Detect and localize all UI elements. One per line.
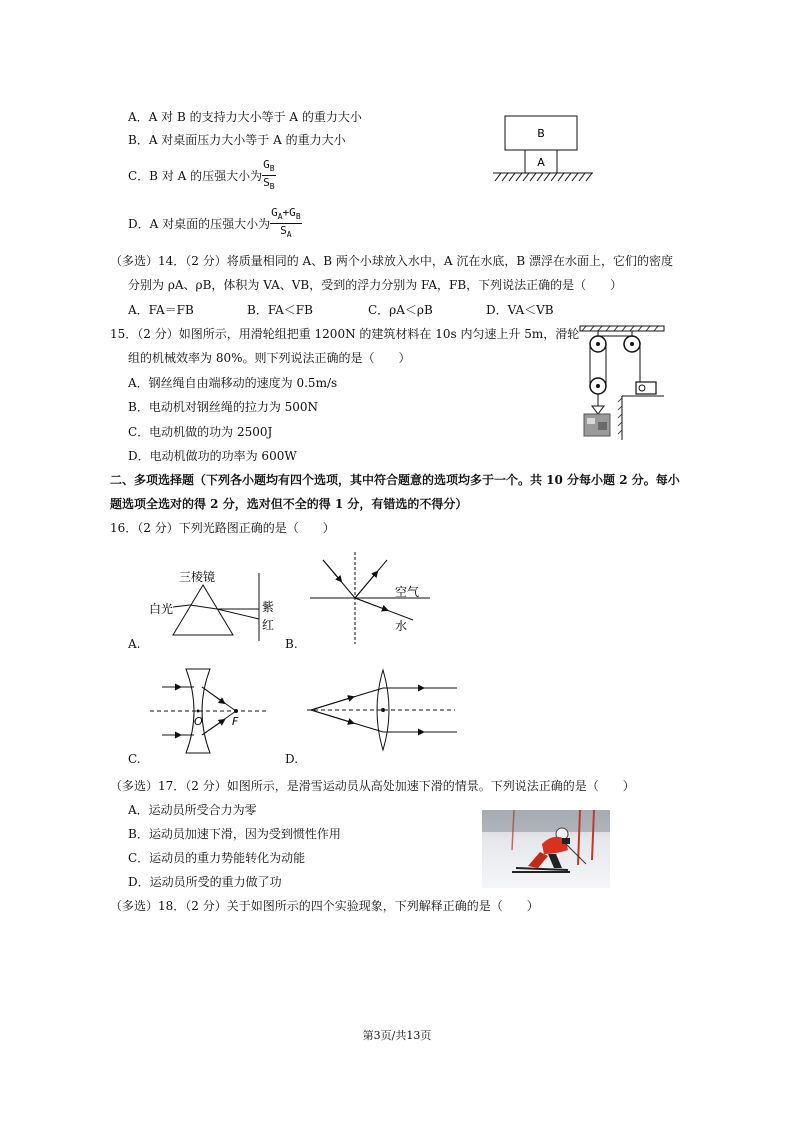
red-label: 红 — [262, 618, 275, 632]
q13-option-c-text: C．B 对 A 的压强大小为 — [128, 169, 263, 184]
block-b-label: B — [537, 127, 545, 140]
q17-stem: （多选）17．（2 分）如图所示，是滑雪运动员从高处加速下滑的情景。下列说法正确的是（ ） — [110, 779, 635, 793]
q13-option-c-fraction: $\frac{G_B}{S_B}$ — [263, 158, 275, 192]
q14-option-b: B．FA＜FB — [247, 303, 313, 317]
q15-option-b: B．电动机对钢丝绳的拉力为 500N — [128, 400, 319, 414]
q16-figure-b-refraction — [305, 548, 435, 648]
q14-option-a: A．FA＝FB — [128, 303, 194, 317]
q17-option-a: A．运动员所受合力为零 — [128, 803, 257, 817]
q13-blocks-figure — [490, 112, 600, 188]
white-light-label: 白光 — [149, 602, 174, 616]
q15-stem-line2: 组的机械效率为 80%。则下列说法正确的是（ ） — [128, 351, 411, 365]
q15-option-d: D．电动机做功的功率为 600W — [128, 449, 297, 463]
q18-stem: （多选）18．（2 分）关于如图所示的四个实验现象，下列解释正确的是（ ） — [110, 899, 539, 913]
q17-option-b: B．运动员加速下滑，因为受到惯性作用 — [128, 827, 341, 841]
focus-label: F — [232, 715, 239, 728]
q16-figure-c-concave-lens — [148, 665, 270, 757]
page-number-footer: 第3页/共13页 — [362, 1029, 432, 1042]
prism-label: 三棱镜 — [179, 570, 216, 584]
pulley-system-figure — [572, 324, 668, 442]
q13-option-d — [128, 206, 302, 241]
q14-stem-line2: 分别为 ρA、ρB，体积为 VA、VB，受到的浮力分别为 FA，FB，下列说法正确的是（ ） — [128, 278, 623, 292]
q16-label-c: C. — [128, 752, 141, 766]
air-label: 空气 — [395, 585, 420, 599]
section2-heading-line2: 题选项全选对的得 2 分，选对但不全的得 1 分，有错选的不得分） — [110, 497, 468, 511]
q16-label-a: A. — [128, 637, 141, 651]
q13-option-c — [128, 158, 276, 193]
q16-figure-d-convex-lens — [305, 668, 465, 752]
q13-option-b: B．A 对桌面压力大小等于 A 的重力大小 — [128, 133, 346, 147]
skier-photo — [482, 810, 610, 888]
q14-stem-line1: （多选）14．（2 分）将质量相同的 A、B 两个小球放入水中，A 沉在水底，B 漂浮在水面上，它们的密度 — [110, 254, 673, 268]
q16-figure-a-prism — [145, 565, 285, 645]
q16-label-d: D. — [285, 752, 299, 766]
q14-option-c: C．ρA＜ρB — [368, 303, 433, 317]
q13-option-d-fraction: $\frac{G_A+G_B}{S_A}$ — [271, 206, 301, 240]
q15-stem-line1: 15．（2 分）如图所示，用滑轮组把重 1200N 的建筑材料在 10s 内匀速上升 5m，滑轮 — [110, 327, 580, 341]
q13-option-a: A．A 对 B 的支持力大小等于 A 的重力大小 — [128, 110, 362, 124]
q17-option-d: D．运动员所受的重力做了功 — [128, 875, 282, 889]
optical-center-label: O — [194, 715, 203, 728]
q15-option-c: C．电动机做的功为 2500J — [128, 425, 273, 439]
block-a-label: A — [537, 156, 545, 169]
q16-label-b: B. — [285, 637, 298, 651]
q15-option-a: A．钢丝绳自由端移动的速度为 0.5m/s — [128, 376, 338, 390]
q17-option-c: C．运动员的重力势能转化为动能 — [128, 851, 306, 865]
q13-option-d-text: D．A 对桌面的压强大小为 — [128, 217, 271, 232]
violet-label: 紫 — [262, 600, 275, 614]
q16-stem: 16．（2 分）下列光路图正确的是（ ） — [110, 521, 335, 535]
water-label: 水 — [395, 619, 408, 633]
section2-heading-line1: 二、多项选择题（下列各小题均有四个选项，其中符合题意的选项均多于一个。共 10 分每小题 2 分。每小 — [110, 473, 680, 487]
q14-option-d: D．VA＜VB — [486, 303, 554, 317]
